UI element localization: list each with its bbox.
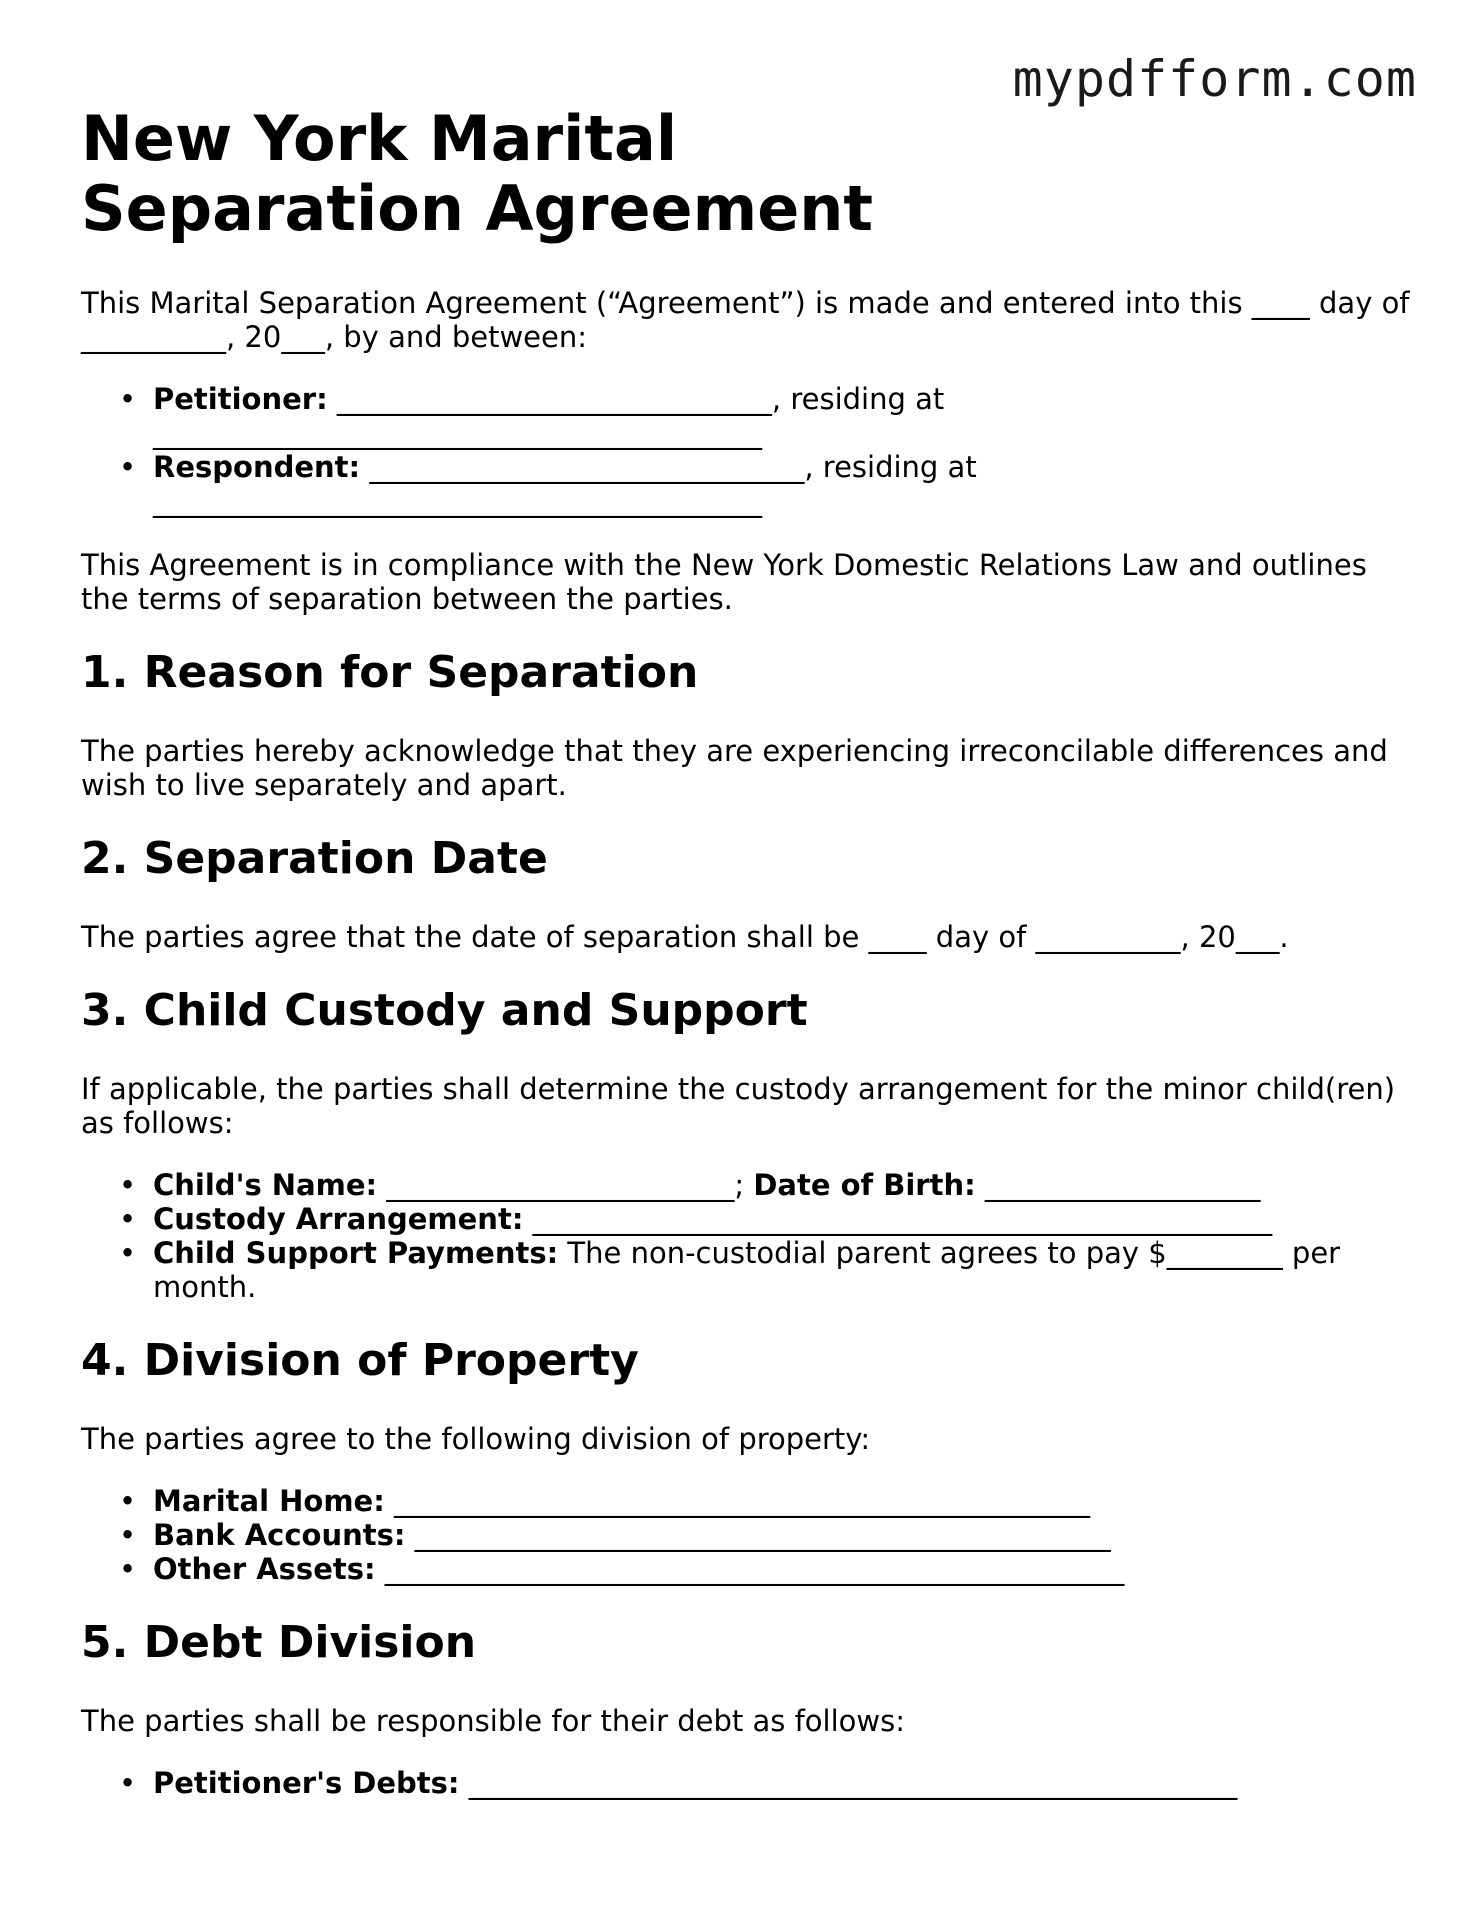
list-item-bank-accounts: [153, 1518, 1411, 1552]
dob-label: Date of Birth:: [753, 1168, 976, 1202]
compliance-paragraph: This Agreement is in compliance with the New York Domestic Relations Law and outlines the terms of separation between the parties.: [81, 548, 1367, 616]
section-text-custody: If applicable, the parties shall determine the custody arrangement for the minor child(ren) as follows:: [81, 1072, 1396, 1140]
marital-home-blank: ________________________________________________: [384, 1484, 1091, 1518]
petitioner-blank: ______________________________, residing at: [327, 382, 945, 416]
petitioner-debts-label: Petitioner's Debts:: [153, 1766, 460, 1800]
petitioner-debts-blank: _____________________________________________________: [459, 1766, 1238, 1800]
custody-list: [81, 1168, 1411, 1304]
section-text-reason: The parties hereby acknowledge that they are experiencing irreconcilable differences and wish to live separately and apart.: [81, 734, 1388, 802]
child-name-label: Child's Name:: [153, 1168, 378, 1202]
section-heading-date: 2. Separation Date: [81, 833, 548, 884]
support-label: Child Support Payments:: [153, 1236, 559, 1270]
section-heading-property: 4. Division of Property: [81, 1335, 639, 1386]
property-list: [81, 1484, 1411, 1586]
section-heading-debt: 5. Debt Division: [81, 1617, 477, 1668]
dob-blank: ___________________: [975, 1168, 1261, 1202]
custody-blank: ___________________________________________________: [523, 1202, 1273, 1236]
petitioner-address-blank: __________________________________________: [153, 416, 762, 450]
list-item-respondent: [153, 450, 1411, 518]
section-text-property: The parties agree to the following division of property:: [81, 1422, 871, 1456]
watermark: mypdfform.com: [1012, 50, 1417, 108]
bank-accounts-blank: ________________________________________________: [405, 1518, 1111, 1552]
document-page: [81, 96, 1411, 1800]
other-assets-label: Other Assets:: [153, 1552, 376, 1586]
list-item-support: [153, 1236, 1411, 1304]
section-heading-custody: 3. Child Custody and Support: [81, 985, 808, 1036]
respondent-address-blank: __________________________________________: [153, 484, 762, 518]
list-item-child-name: [153, 1168, 1411, 1202]
list-item-petitioner-debts: [153, 1766, 1411, 1800]
support-text: The non-custodial parent agrees to pay $________ per month.: [153, 1236, 1341, 1304]
list-item-petitioner: [153, 382, 1411, 450]
intro-paragraph: This Marital Separation Agreement (“Agreement”) is made and entered into this ____ day of __________, 20___, by and between:: [81, 286, 1410, 354]
list-item-custody: [153, 1202, 1411, 1236]
section-text-debt: The parties shall be responsible for their debt as follows:: [81, 1704, 906, 1738]
page-title: New York Marital Separation Agreement: [81, 102, 874, 245]
other-assets-blank: ___________________________________________________: [375, 1552, 1125, 1586]
debt-list: [81, 1766, 1411, 1800]
respondent-label: Respondent:: [153, 450, 361, 484]
list-item-other-assets: [153, 1552, 1411, 1586]
party-list: [81, 382, 1411, 518]
section-text-date: The parties agree that the date of separation shall be ____ day of __________, 20___.: [81, 920, 1289, 954]
petitioner-label: Petitioner:: [153, 382, 328, 416]
section-heading-reason: 1. Reason for Separation: [81, 647, 699, 698]
bank-accounts-label: Bank Accounts:: [153, 1518, 406, 1552]
marital-home-label: Marital Home:: [153, 1484, 385, 1518]
child-name-blank: ________________________;: [377, 1168, 754, 1202]
custody-label: Custody Arrangement:: [153, 1202, 524, 1236]
list-item-marital-home: [153, 1484, 1411, 1518]
respondent-blank: ______________________________, residing at: [360, 450, 977, 484]
